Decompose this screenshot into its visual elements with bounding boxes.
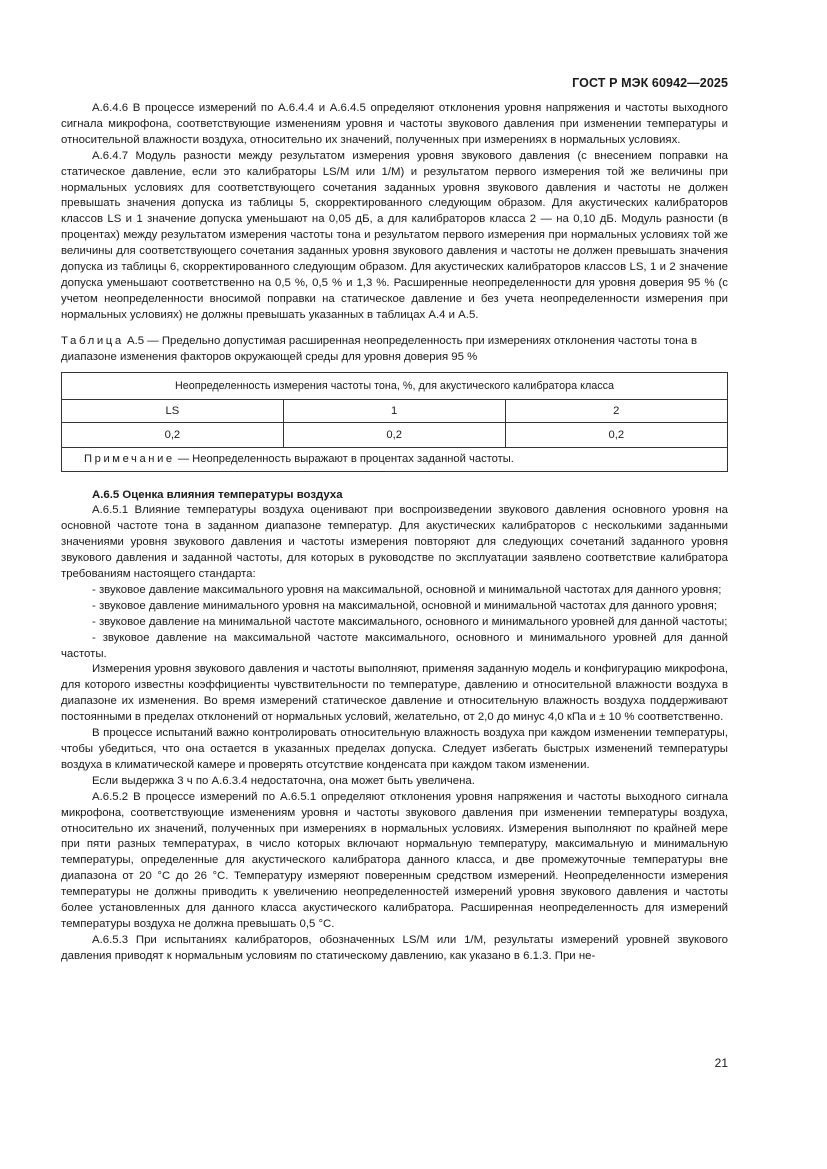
paragraph-a652: А.6.5.2 В процессе измерений по А.6.5.1 определяют отклонения уровня напряжения и частоты выходного сигнала микрофона, соответствующие изменениям уровня и частоты звукового давления при изменении температуры воздуха, относительно их значений, полученных при измерениях в нормальных условиях. Измерения выполняют по крайней мере при пяти разных температурах, в число которых включают нормальную температуру, максимальную и минимальную температуры, определенные для акустического калибратора данного класса, и две промежуточные температуры вне диапазона от 20 °С до 26 °С. Температуру измеряют поверенным средством измерений. Неопределенности измерения температуры не должны приводить к увеличению неопределенностей измерений уровня звукового давления и частоты более установленных для данного класса акустического калибратора. Расширенная неопределенность для измерений температуры воздуха не должна превышать 0,5 °С.	[61, 790, 728, 930]
table-value-1: 0,2	[283, 422, 505, 447]
paragraph-a647: А.6.4.7 Модуль разности между результатом измерения уровня звукового давления (с внесением поправки на статическое давление, если это калибраторы LS/M или 1/M) и результатом первого измерения той же величины при нормальных условиях для соответствующего сочетания заданных уровня звукового давления и частоты не должен превышать значения допуска из таблицы 5, скорректированного следующим образом. Для акустических калибраторов классов LS и 1 значение допуска уменьшают на 0,05 дБ, а для калибраторов класса 2 — на 0,10 дБ. Модуль разности (в процентах) между результатом измерения частоты тона и результатом первого измерения при нормальных условиях той же величины для соответствующего сочетания заданных уровня звукового давления и частоты не должен превышать значения допуска из таблицы 6, скорректированного следующим образом. Для акустических калибраторов классов LS, 1 и 2 значение допуска уменьшают соответственно на 0,5 %, 0,5 % и 1,3 %. Расширенные неопределенности для уровня доверия 95 % (с учетом неопределенности вносимой поправки на статическое давление и без учета неопределенности измерения при нормальных условиях) не должны превышать указанных в таблицах А.4 и А.5.	[61, 149, 728, 321]
list-item: - звуковое давление на максимальной частоте максимального, основного и минимального уровней для данной частоты.	[61, 631, 728, 660]
table-class-1: 1	[283, 399, 505, 422]
paragraph-humidity: В процессе испытаний важно контролировать относительную влажность воздуха при каждом изменении температуры, чтобы убедиться, что она остается в указанных пределах допуска. Следует избегать быстрых изменений температуры воздуха в климатической камере и проверять отсутствие конденсата при каждом таком изменении.	[61, 727, 728, 771]
table-caption-text: А.5 — Предельно допустимая расширенная неопределенность при измерениях отклонения частоты тона в диапазоне изменения факторов окружающей среды для уровня доверия 95 %	[61, 334, 698, 363]
paragraph-measurements: Измерения уровня звукового давления и частоты выполняют, применяя заданную модель и конфигурацию микрофона, для которого известны коэффициенты чувствительности по температуре, давлению и относительной влажности воздуха в диапазоне их изменения. Во время измерений статическое давление и относительную влажность воздуха поддерживают постоянными в пределах отклонений от нормальных условий, желательно, от 2,0 до минус 4,0 кПа и ± 10 % соответственно.	[61, 663, 728, 724]
table-caption-label: Таблица	[61, 334, 124, 347]
standard-header: ГОСТ Р МЭК 60942—2025	[572, 76, 728, 90]
list-item: - звуковое давление минимального уровня на максимальной, основной и минимальной частотах для данного уровня;	[92, 599, 717, 612]
document-body	[61, 101, 728, 965]
list-item: - звуковое давление максимального уровня на максимальной, основной и минимальной частотах для данного уровня;	[92, 583, 722, 596]
table-note	[62, 447, 728, 471]
table-class-ls: LS	[62, 399, 284, 422]
table-class-2: 2	[505, 399, 727, 422]
table-value-2: 0,2	[505, 422, 727, 447]
table-header: Неопределенность измерения частоты тона, %, для акустического калибратора класса	[62, 372, 728, 399]
list-item: - звуковое давление на минимальной частоте максимального, основного и минимального уровней для данной частоты;	[92, 615, 728, 628]
paragraph-exposure: Если выдержка 3 ч по А.6.3.4 недостаточна, она может быть увеличена.	[92, 774, 475, 787]
paragraph-a646: А.6.4.6 В процессе измерений по А.6.4.4 и А.6.4.5 определяют отклонения уровня напряжения и частоты выходного сигнала микрофона, соответствующие изменениям уровня и частоты звукового давления при изменении температуры и относительной влажности воздуха, относительно их значений, полученных при измерениях в нормальных условиях.	[61, 102, 728, 146]
page-number: 21	[714, 1056, 728, 1070]
table-caption	[61, 334, 728, 366]
table-note-label: Примечание	[84, 453, 175, 465]
paragraph-a651: А.6.5.1 Влияние температуры воздуха оценивают при воспроизведении звукового давления основного уровня на основной частоте тона в заданном диапазоне температур. Для акустических калибраторов с несколькими заданными значениями уровня звукового давления и частоты измерения повторяют для следующих сочетаний заданного уровня звукового давления и заданной частоты, для которых в руководстве по эксплуатации заявлено соответствие калибратора требованиям настоящего стандарта:	[61, 504, 728, 581]
uncertainty-table	[61, 372, 728, 472]
table-note-text: — Неопределенность выражают в процентах заданной частоты.	[177, 453, 514, 465]
table-value-ls: 0,2	[62, 422, 284, 447]
paragraph-a653: А.6.5.3 При испытаниях калибраторов, обозначенных LS/M или 1/M, результаты измерений уровней звукового давления приводят к нормальным условиям по статическому давлению, как указано в 6.1.3. При не-	[61, 933, 728, 962]
section-heading: А.6.5 Оценка влияния температуры воздуха	[92, 488, 343, 501]
